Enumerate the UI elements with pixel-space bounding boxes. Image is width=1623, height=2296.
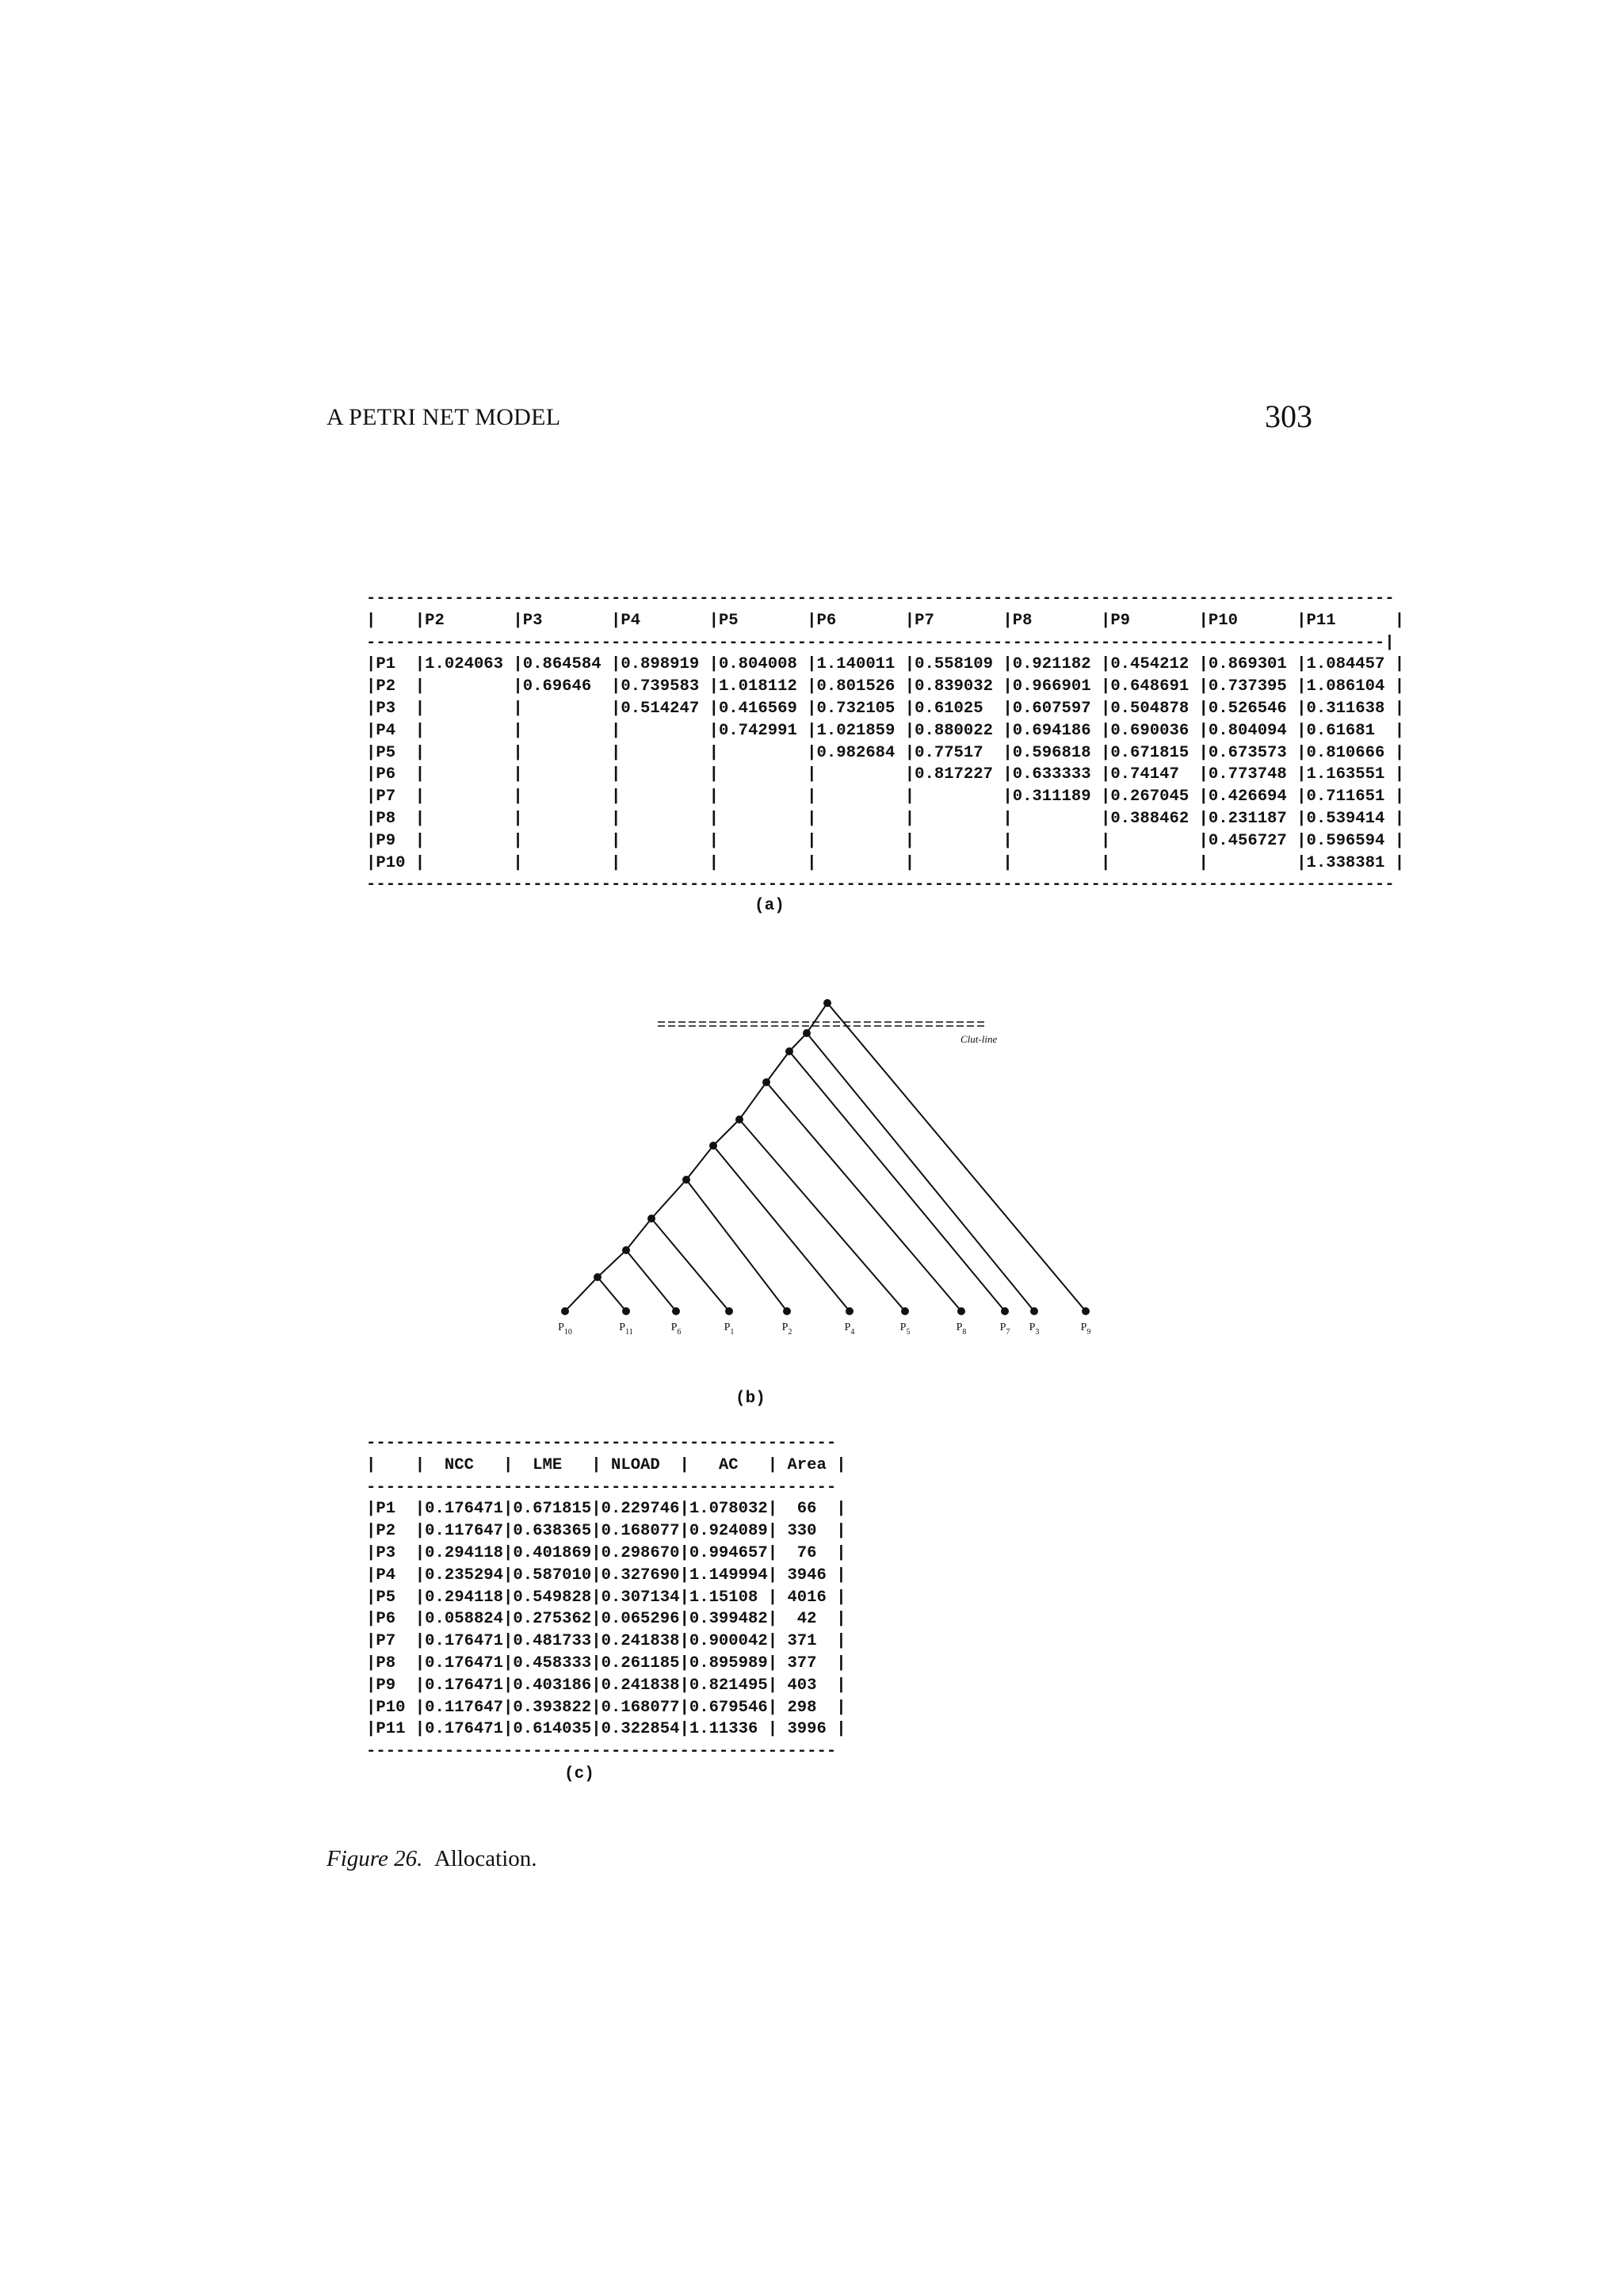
matrix-cell: 0.810666 <box>1306 743 1395 762</box>
matrix-cell: 0.671815 <box>1110 743 1199 762</box>
dendrogram-branch <box>651 1180 686 1219</box>
merge-node <box>762 1078 770 1086</box>
matrix-cell: 0.869301 <box>1208 655 1297 674</box>
row-header: P2 <box>376 677 415 696</box>
leaf-label: $P_5$ <box>899 1322 911 1337</box>
subfigure-caption-b: (b) <box>735 1390 766 1408</box>
figure-label: Figure 26. <box>327 1846 423 1871</box>
dendrogram-branch <box>686 1146 713 1180</box>
leaf-label: $P_2$ <box>781 1322 792 1337</box>
row-header: P8 <box>376 809 415 828</box>
table-cell-nload: 0.327690 <box>601 1566 680 1585</box>
table-cell-lme: 0.403186 <box>513 1676 592 1695</box>
column-header: P4 <box>621 611 709 630</box>
row-header: P3 <box>376 1543 415 1562</box>
matrix-cell: 0.596818 <box>1012 743 1101 762</box>
table-cell-nload: 0.322854 <box>601 1720 680 1739</box>
dendrogram-branch <box>766 1082 961 1311</box>
matrix-cell: 0.311638 <box>1306 699 1395 718</box>
column-header: NLOAD <box>601 1455 680 1474</box>
matrix-cell: 0.504878 <box>1110 699 1199 718</box>
cut-line-label: Clut-line <box>960 1033 998 1045</box>
leaf-label: $P_6$ <box>670 1322 682 1337</box>
matrix-cell: 0.77517 <box>915 743 1003 762</box>
table-cell-area: 3996 <box>777 1720 837 1739</box>
table-cell-lme: 0.614035 <box>513 1720 592 1739</box>
merge-node <box>735 1116 743 1123</box>
leaf-label: $P_4$ <box>844 1322 855 1337</box>
matrix-cell: 0.801526 <box>816 677 905 696</box>
running-title: A PETRI NET MODEL <box>327 404 561 430</box>
matrix-cell: 0.61025 <box>915 699 1003 718</box>
matrix-cell: 0.711651 <box>1306 788 1395 807</box>
matrix-cell: 1.163551 <box>1306 765 1395 784</box>
table-cell-nload: 0.298670 <box>601 1543 680 1562</box>
matrix-cell: 1.018112 <box>718 677 808 696</box>
column-header: P11 <box>1306 611 1395 630</box>
matrix-cell: 0.898919 <box>621 655 709 674</box>
row-header: P3 <box>376 699 415 718</box>
matrix-cell: 0.742991 <box>718 721 808 740</box>
table-cell-area: 42 <box>777 1610 837 1629</box>
table-cell-ac: 0.900042 <box>689 1632 768 1651</box>
matrix-cell: 0.839032 <box>915 677 1003 696</box>
table-cell-ac: 1.078032 <box>689 1500 768 1519</box>
table-cell-ncc: 0.294118 <box>425 1543 504 1562</box>
figure-caption-text: Allocation. <box>433 1846 537 1871</box>
matrix-cell: 0.737395 <box>1208 677 1297 696</box>
row-header: P7 <box>376 1632 415 1651</box>
figure-caption <box>327 1846 537 1872</box>
table-cell-lme: 0.587010 <box>513 1566 592 1585</box>
table-cell-area: 3946 <box>777 1566 837 1585</box>
table-cell-nload: 0.065296 <box>601 1610 680 1629</box>
matrix-cell: 0.732105 <box>816 699 905 718</box>
leaf-label: $P_{11}$ <box>619 1322 633 1337</box>
table-cell-lme: 0.549828 <box>513 1588 592 1607</box>
distance-matrix-table: --------------------------------------------------------------------------------------------------------- | |P2 |P3 |P4 |P5 |P6 |P7 |P8 |P9 |P10 |P11 | --------------------------------------------------------------------------------------------------------| |P1 |1.024063 |0.864584 |0.898919 |0.804008 |1.140011 |0.558109 |0.921182 |0.454212 |0.869301 |1.084457 | |P2 | |0.69646 |0.739583 |1.018112 |0.801526 |0.839032 |0.966901 |0.648691 |0.737395 |1.086104 | |P3 | | |0.514247 |0.416569 |0.732105 |0.61025 |0.607597 |0.504878 |0.526546 |0.311638 | |P4 | | | |0.742991 |1.021859 |0.880022 |0.694186 |0.690036 |0.804094 |0.61681 | |P5 | | | | |0.982684 |0.77517 |0.596818 |0.671815 |0.673573 |0.810666 | |P6 | | | | | |0.817227 |0.633333 |0.74147 |0.773748 |1.163551 | |P7 | | | | | | |0.311189 |0.267045 |0.426694 |0.711651 | |P8 | | | | | | | |0.388462 |0.231187 |0.539414 | |P9 | | | | | | | | |0.456727 |0.596594 | |P10 | | | | | | | | | |1.338381 | --------------------------------------------------------------------------------------------------------- <box>366 589 1405 894</box>
matrix-cell: 0.880022 <box>915 721 1003 740</box>
matrix-cell: 1.338381 <box>1306 853 1395 872</box>
table-cell-ac: 0.895989 <box>689 1653 768 1672</box>
leaf-label: $P_9$ <box>1080 1322 1091 1337</box>
page-number: 303 <box>1265 399 1312 434</box>
column-header: P7 <box>915 611 1003 630</box>
matrix-cell: 0.694186 <box>1012 721 1101 740</box>
table-cell-ncc: 0.117647 <box>425 1522 504 1541</box>
merge-node <box>785 1047 793 1055</box>
table-cell-ncc: 0.176471 <box>425 1500 504 1519</box>
table-cell-ncc: 0.176471 <box>425 1632 504 1651</box>
merge-node <box>682 1176 690 1184</box>
column-header: P2 <box>425 611 514 630</box>
table-cell-lme: 0.458333 <box>513 1653 592 1672</box>
table-cell-area: 403 <box>777 1676 837 1695</box>
table-cell-lme: 0.481733 <box>513 1632 592 1651</box>
matrix-cell: 0.456727 <box>1208 831 1297 850</box>
table-cell-ac: 1.149994 <box>689 1566 768 1585</box>
row-header: P5 <box>376 1588 415 1607</box>
matrix-cell: 0.633333 <box>1012 765 1101 784</box>
dendrogram-branch <box>598 1250 626 1277</box>
matrix-cell: 0.539414 <box>1306 809 1395 828</box>
matrix-cell: 0.864584 <box>522 655 611 674</box>
table-cell-nload: 0.168077 <box>601 1698 680 1717</box>
table-cell-area: 76 <box>777 1543 837 1562</box>
matrix-cell: 0.426694 <box>1208 788 1297 807</box>
merge-node <box>803 1029 811 1037</box>
table-cell-area: 377 <box>777 1653 837 1672</box>
row-header: P10 <box>376 853 415 872</box>
matrix-cell: 0.558109 <box>915 655 1003 674</box>
dendrogram-branch <box>789 1051 1005 1311</box>
merge-node <box>647 1215 655 1222</box>
dendrogram-branch <box>686 1180 787 1311</box>
table-cell-ac: 0.924089 <box>689 1522 768 1541</box>
dendrogram-branch <box>766 1051 789 1082</box>
row-header: P9 <box>376 1676 415 1695</box>
table-cell-nload: 0.261185 <box>601 1653 680 1672</box>
column-header: P6 <box>816 611 905 630</box>
dendrogram-branch <box>739 1082 766 1119</box>
merge-node <box>594 1273 601 1281</box>
subfigure-caption-a: (a) <box>754 897 785 915</box>
matrix-cell: 0.596594 <box>1306 831 1395 850</box>
matrix-cell: 0.739583 <box>621 677 709 696</box>
dendrogram-branch <box>626 1250 676 1311</box>
subfigure-caption-c: (c) <box>564 1765 594 1783</box>
table-cell-nload: 0.241838 <box>601 1676 680 1695</box>
dendrogram-branch <box>565 1277 598 1311</box>
matrix-cell: 0.514247 <box>621 699 709 718</box>
matrix-cell: 0.804008 <box>718 655 808 674</box>
matrix-cell: 0.817227 <box>915 765 1003 784</box>
column-header: P5 <box>718 611 808 630</box>
matrix-cell: 0.982684 <box>816 743 905 762</box>
matrix-cell: 0.966901 <box>1012 677 1101 696</box>
table-cell-area: 298 <box>777 1698 837 1717</box>
table-cell-nload: 0.241838 <box>601 1632 680 1651</box>
table-cell-ncc: 0.176471 <box>425 1676 504 1695</box>
table-cell-ac: 1.11336 <box>689 1720 768 1739</box>
matrix-cell: 1.024063 <box>425 655 514 674</box>
matrix-cell: 1.140011 <box>816 655 905 674</box>
table-cell-ac: 0.821495 <box>689 1676 768 1695</box>
table-cell-ac: 0.679546 <box>689 1698 768 1717</box>
matrix-cell: 0.648691 <box>1110 677 1199 696</box>
leaf-label: $P_3$ <box>1029 1322 1040 1337</box>
table-cell-nload: 0.168077 <box>601 1522 680 1541</box>
leaf-label: $P_7$ <box>999 1322 1010 1337</box>
row-header: P9 <box>376 831 415 850</box>
table-cell-lme: 0.275362 <box>513 1610 592 1629</box>
row-header: P10 <box>376 1698 415 1717</box>
column-header: NCC <box>425 1455 504 1474</box>
table-cell-lme: 0.671815 <box>513 1500 592 1519</box>
matrix-cell: 0.388462 <box>1110 809 1199 828</box>
table-cell-ac: 0.994657 <box>689 1543 768 1562</box>
table-cell-ncc: 0.058824 <box>425 1610 504 1629</box>
table-cell-lme: 0.638365 <box>513 1522 592 1541</box>
matrix-cell: 0.607597 <box>1012 699 1101 718</box>
column-header: P10 <box>1208 611 1297 630</box>
matrix-cell: 0.69646 <box>522 677 611 696</box>
matrix-cell: 0.267045 <box>1110 788 1199 807</box>
matrix-cell: 1.084457 <box>1306 655 1395 674</box>
table-cell-ac: 1.15108 <box>689 1588 768 1607</box>
row-header: P1 <box>376 655 415 674</box>
dendrogram-branch <box>713 1146 850 1311</box>
table-cell-ncc: 0.235294 <box>425 1566 504 1585</box>
row-header: P1 <box>376 1500 415 1519</box>
table-cell-ncc: 0.117647 <box>425 1698 504 1717</box>
leaf-label: $P_{10}$ <box>558 1322 572 1337</box>
table-cell-ncc: 0.176471 <box>425 1720 504 1739</box>
table-cell-area: 4016 <box>777 1588 837 1607</box>
row-header: P2 <box>376 1522 415 1541</box>
merge-node <box>709 1142 717 1150</box>
row-header: P11 <box>376 1720 415 1739</box>
column-header: P8 <box>1012 611 1101 630</box>
table-cell-nload: 0.229746 <box>601 1500 680 1519</box>
table-cell-area: 371 <box>777 1632 837 1651</box>
dendrogram-branch <box>598 1277 626 1311</box>
dendrogram-branch <box>807 1033 1034 1311</box>
table-cell-ac: 0.399482 <box>689 1610 768 1629</box>
matrix-cell: 1.086104 <box>1306 677 1395 696</box>
matrix-cell: 0.454212 <box>1110 655 1199 674</box>
dendrogram-branch <box>807 1003 827 1033</box>
dendrogram-branch <box>713 1119 739 1146</box>
row-header: P8 <box>376 1653 415 1672</box>
table-cell-ncc: 0.176471 <box>425 1653 504 1672</box>
row-header: P5 <box>376 743 415 762</box>
matrix-cell: 0.773748 <box>1208 765 1297 784</box>
matrix-cell: 0.921182 <box>1012 655 1101 674</box>
table-cell-ncc: 0.294118 <box>425 1588 504 1607</box>
table-cell-nload: 0.307134 <box>601 1588 680 1607</box>
matrix-cell: 0.311189 <box>1012 788 1101 807</box>
row-header: P6 <box>376 765 415 784</box>
leaf-label: $P_1$ <box>724 1322 735 1337</box>
column-header: P9 <box>1110 611 1199 630</box>
partition-metrics-table: ------------------------------------------------ | | NCC | LME | NLOAD | AC | Area | ------------------------------------------------ |P1 |0.176471|0.671815|0.229746|1.078032| 66 | |P2 |0.117647|0.638365|0.168077|0.924089| 330 | |P3 |0.294118|0.401869|0.298670|0.994657| 76 | |P4 |0.235294|0.587010|0.327690|1.149994| 3946 | |P5 |0.294118|0.549828|0.307134|1.15108 | 4016 | |P6 |0.058824|0.275362|0.065296|0.399482| 42 | |P7 |0.176471|0.481733|0.241838|0.900042| 371 | |P8 |0.176471|0.458333|0.261185|0.895989| 377 | |P9 |0.176471|0.403186|0.241838|0.821495| 403 | |P10 |0.117647|0.393822|0.168077|0.679546| 298 | |P11 |0.176471|0.614035|0.322854|1.11336 | 3996 | ------------------------------------------------ <box>366 1434 846 1761</box>
row-header: P4 <box>376 1566 415 1585</box>
leaf-label: $P_8$ <box>956 1322 967 1337</box>
matrix-cell: 0.74147 <box>1110 765 1199 784</box>
row-header: P7 <box>376 788 415 807</box>
matrix-cell: 0.231187 <box>1208 809 1297 828</box>
table-cell-lme: 0.401869 <box>513 1543 592 1562</box>
dendrogram-branch <box>651 1219 729 1311</box>
matrix-cell: 0.690036 <box>1110 721 1199 740</box>
dendrogram-branch <box>626 1219 651 1250</box>
merge-node <box>622 1246 630 1254</box>
column-header: P3 <box>522 611 611 630</box>
matrix-cell: 1.021859 <box>816 721 905 740</box>
table-cell-area: 66 <box>777 1500 837 1519</box>
row-header: P4 <box>376 721 415 740</box>
matrix-cell: 0.416569 <box>718 699 808 718</box>
column-header: AC <box>689 1455 768 1474</box>
row-header: P6 <box>376 1610 415 1629</box>
matrix-cell: 0.673573 <box>1208 743 1297 762</box>
column-header: LME <box>513 1455 592 1474</box>
matrix-cell: 0.804094 <box>1208 721 1297 740</box>
matrix-cell: 0.526546 <box>1208 699 1297 718</box>
table-cell-lme: 0.393822 <box>513 1698 592 1717</box>
matrix-cell: 0.61681 <box>1306 721 1395 740</box>
table-cell-area: 330 <box>777 1522 837 1541</box>
merge-node <box>823 999 831 1007</box>
column-header: Area <box>777 1455 837 1474</box>
